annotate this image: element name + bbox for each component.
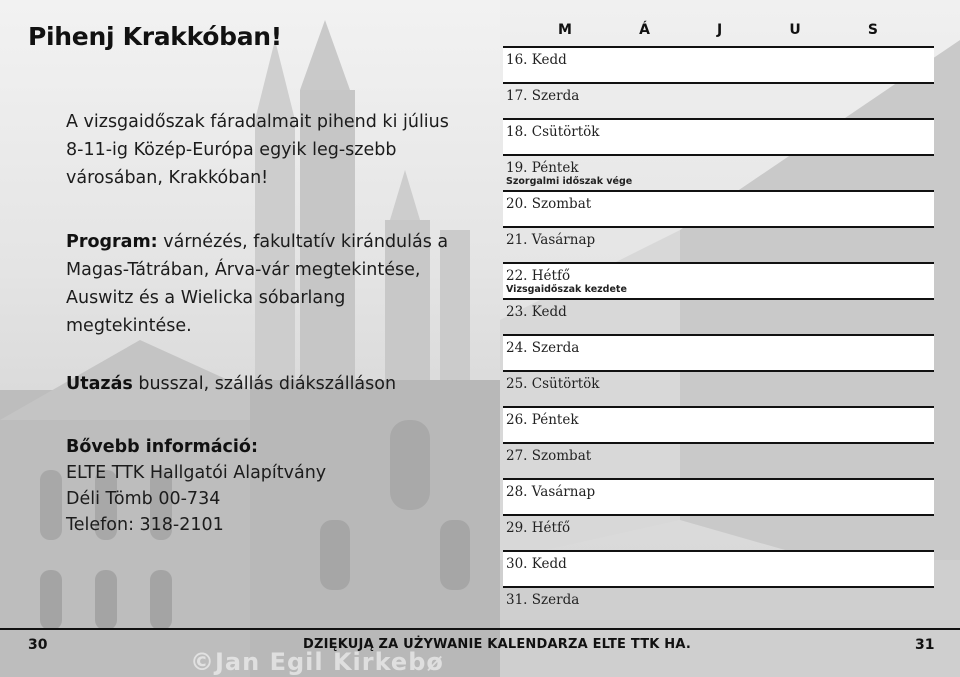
- day-label: 31. Szerda: [506, 592, 580, 608]
- day-label: 23. Kedd: [506, 304, 567, 320]
- day-label: 28. Vasárnap: [506, 484, 596, 500]
- day-label: 16. Kedd: [506, 52, 567, 68]
- calendar-day-row: [503, 46, 934, 82]
- program-lead: Program:: [66, 232, 158, 252]
- info-block: [66, 434, 456, 538]
- info-line: Déli Tömb 00-734: [66, 489, 221, 509]
- calendar-day-row: [503, 586, 934, 614]
- month-letter: J: [717, 22, 723, 38]
- day-label: 20. Szombat: [506, 196, 592, 212]
- calendar-day-row: [503, 82, 934, 118]
- info-lead: Bővebb információ:: [66, 437, 258, 457]
- month-letter: U: [789, 22, 801, 38]
- calendar-day-row: [503, 190, 934, 226]
- page-number-left: 30: [28, 637, 48, 653]
- month-name: [558, 22, 878, 44]
- day-label: 19. Péntek: [506, 160, 579, 176]
- day-label: 27. Szombat: [506, 448, 592, 464]
- day-label: 22. Hétfő: [506, 268, 571, 284]
- day-label: 21. Vasárnap: [506, 232, 596, 248]
- travel-paragraph: [66, 370, 456, 398]
- intro-paragraph: A vizsgaidőszak fáradalmait pihend ki július 8-11-ig Közép-Európa egyik leg-szebb városában, Krakkóban!: [66, 112, 449, 188]
- month-letter: M: [558, 22, 572, 38]
- info-line: Telefon: 318-2101: [66, 515, 224, 535]
- footer-divider: [0, 628, 960, 630]
- calendar-day-row: [503, 154, 934, 190]
- travel-lead: Utazás: [66, 374, 133, 394]
- day-label: 26. Péntek: [506, 412, 579, 428]
- calendar-day-row: [503, 226, 934, 262]
- day-label: 24. Szerda: [506, 340, 580, 356]
- calendar-day-row: [503, 334, 934, 370]
- info-line: ELTE TTK Hallgatói Alapítvány: [66, 463, 327, 483]
- day-label: 29. Hétfő: [506, 520, 571, 536]
- day-label: 18. Csütörtök: [506, 124, 600, 140]
- calendar-day-row: [503, 118, 934, 154]
- day-label: 25. Csütörtök: [506, 376, 600, 392]
- footer-text: DZIĘKUJĄ ZA UŻYWANIE KALENDARZA ELTE TTK HA.: [303, 637, 692, 652]
- day-note: Vizsgaidőszak kezdete: [506, 284, 627, 295]
- calendar-day-row: [503, 478, 934, 514]
- day-label: 17. Szerda: [506, 88, 580, 104]
- calendar-day-row: [503, 262, 934, 298]
- calendar-day-row: [503, 298, 934, 334]
- calendar-day-row: [503, 550, 934, 586]
- calendar-day-row: [503, 442, 934, 478]
- calendar-day-row: [503, 514, 934, 550]
- calendar-day-row: [503, 370, 934, 406]
- calendar-day-row: [503, 406, 934, 442]
- photo-watermark: ©Jan Egil Kirkebø: [190, 648, 444, 676]
- page-number-right: 31: [915, 637, 935, 653]
- day-label: 30. Kedd: [506, 556, 567, 572]
- program-text: várnézés, fakultatív kirándulás a Magas-Tátrában, Árva-vár megtekintése, Auswitz és a Wielicka sóbarlang megtekintése.: [66, 232, 449, 336]
- month-letter: Á: [639, 22, 650, 38]
- page-title: Pihenj Krakkóban!: [28, 22, 282, 51]
- day-note: Szorgalmi időszak vége: [506, 176, 633, 187]
- month-letter: S: [867, 22, 878, 38]
- program-paragraph: [66, 228, 456, 340]
- travel-text: busszal, szállás diákszálláson: [132, 374, 397, 394]
